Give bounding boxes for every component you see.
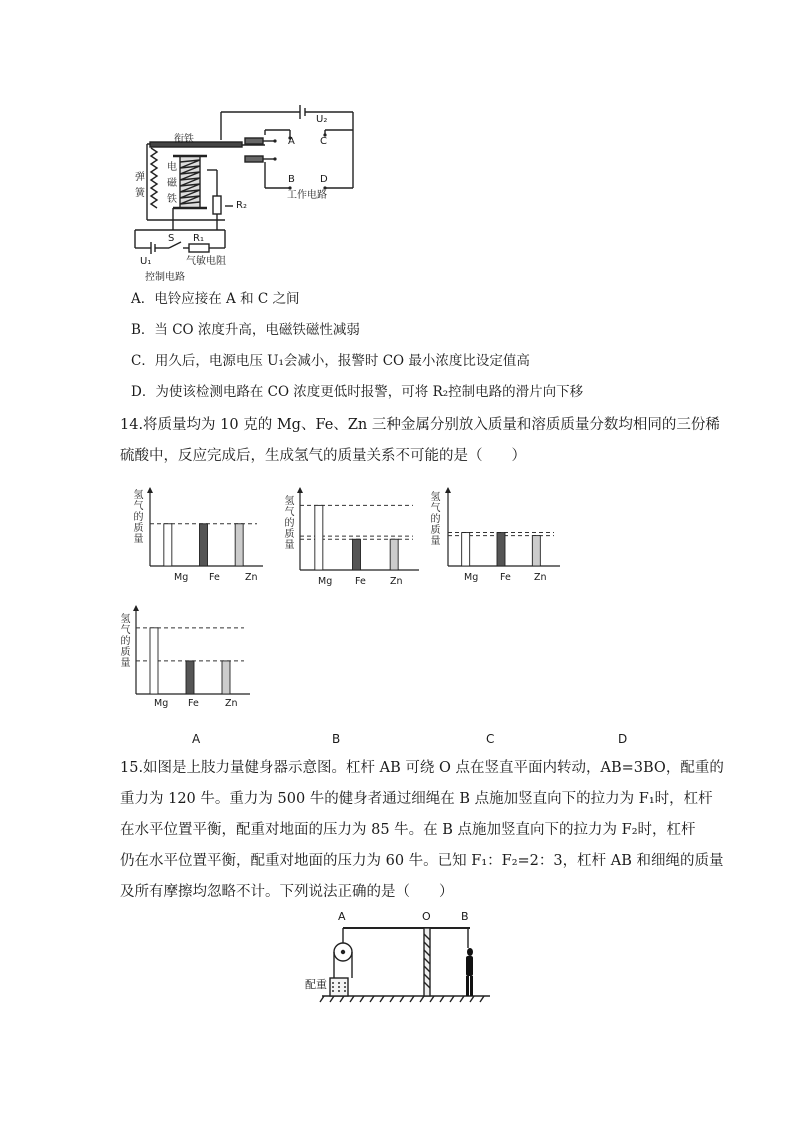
- chart-b-ylabel: 氢气的质量: [284, 496, 295, 551]
- chart-bar-zn: [390, 539, 398, 570]
- chart-d-xtick-fe: Fe: [188, 698, 199, 709]
- chart-a-ylabel: 氢气的质量: [133, 490, 144, 545]
- q13-option-a: A．电铃应接在 A 和 C 之间: [131, 291, 300, 307]
- chart-bar-mg: [150, 628, 158, 694]
- chart-card-a: [122, 484, 267, 584]
- q13-option-c: C．用久后，电源电压 U₁会减小，报警时 CO 最小浓度比设定值高: [131, 353, 530, 369]
- chart-c-ylabel: 氢气的质量: [430, 492, 441, 547]
- chart-card-b: [278, 484, 423, 588]
- chart-bar-zn: [235, 524, 243, 566]
- u1-label: U₁: [140, 256, 152, 267]
- chart-b-xtick-fe: Fe: [355, 576, 366, 587]
- r1-label: R₁: [193, 233, 204, 244]
- q14-line-2: 硫酸中，反应完成后，生成氢气的质量关系不可能的是（ ）: [120, 448, 526, 464]
- chart-bar-mg: [164, 524, 172, 566]
- chart-d-xtick-zn: Zn: [225, 698, 238, 709]
- chart-c-xtick-mg: Mg: [464, 572, 479, 583]
- spring-label-2: 簧: [135, 188, 145, 199]
- q15-line-1: 15.如图是上肢力量健身器示意图。杠杆 AB 可绕 O 点在竖直平面内转动，AB=3BO，配重的: [120, 760, 724, 776]
- r2-label: R₂: [236, 200, 247, 211]
- gas-resistor-label: 气敏电阻: [186, 256, 226, 267]
- chart-bar-zn: [222, 661, 230, 694]
- q14-choice-b: B: [332, 732, 341, 746]
- q14-choice-a: A: [192, 732, 201, 746]
- q14-line-1: 14.将质量均为 10 克的 Mg、Fe、Zn 三种金属分别放入质量和溶质质量分数均相同的三份稀: [120, 417, 720, 433]
- chart-bar-mg: [462, 533, 470, 566]
- electromagnet-label-1: 电: [167, 162, 177, 173]
- chart-bar-fe: [497, 533, 505, 566]
- terminal-b: B: [288, 174, 295, 185]
- chart-bar-fe: [200, 524, 208, 566]
- chart-c: [426, 484, 564, 584]
- chart-a-xtick-fe: Fe: [209, 572, 220, 583]
- q15-line-3: 在水平位置平衡，配重对地面的压力为 85 牛。在 B 点施加竖直向下的拉力为 F₂时，杠杆: [120, 822, 696, 838]
- chart-bar-fe: [186, 661, 194, 694]
- terminal-a: A: [288, 136, 295, 147]
- q15-line-4: 仍在水平位置平衡，配重对地面的压力为 60 牛。已知 F₁：F₂=2：3，杠杆 AB 和细绳的质量: [120, 853, 724, 869]
- chart-d-xtick-mg: Mg: [154, 698, 169, 709]
- chart-b: [278, 484, 423, 588]
- q14-choice-c: C: [486, 732, 495, 746]
- q14-choice-d: D: [618, 732, 628, 746]
- counterweight-label: 配重: [305, 978, 327, 991]
- electromagnet-label-2: 磁: [167, 178, 177, 189]
- chart-bar-fe: [353, 539, 361, 570]
- chart-b-xtick-zn: Zn: [390, 576, 403, 587]
- chart-c-xtick-zn: Zn: [534, 572, 547, 583]
- chart-card-d: [114, 602, 254, 712]
- chart-a-xtick-zn: Zn: [245, 572, 258, 583]
- chart-d-ylabel: 氢气的质量: [120, 614, 131, 669]
- chart-d: [114, 602, 254, 712]
- switch-label: S: [168, 233, 175, 244]
- chart-y-arrow: [147, 487, 153, 493]
- chart-y-arrow: [445, 487, 451, 493]
- spring-label-1: 弹: [135, 172, 145, 183]
- work-circuit-label: 工作电路: [287, 190, 327, 201]
- relay-circuit-diagram: [125, 100, 365, 280]
- chart-y-arrow: [297, 487, 303, 493]
- chart-card-c: [426, 484, 564, 584]
- chart-c-xtick-fe: Fe: [500, 572, 511, 583]
- terminal-d: D: [320, 174, 328, 185]
- q15-line-2: 重力为 120 牛。重力为 500 牛的健身者通过细绳在 B 点施加竖直向下的拉力为 F₁时，杠杆: [120, 791, 713, 807]
- chart-y-arrow: [133, 605, 139, 611]
- q13-option-b: B．当 CO 浓度升高，电磁铁磁性减弱: [131, 322, 360, 338]
- terminal-c: C: [320, 136, 327, 147]
- chart-a-xtick-mg: Mg: [174, 572, 189, 583]
- chart-b-xtick-mg: Mg: [318, 576, 333, 587]
- armature-label: 衔铁: [174, 134, 194, 145]
- electromagnet-label-3: 铁: [167, 194, 177, 205]
- u2-label: U₂: [316, 114, 328, 125]
- chart-bar-mg: [315, 505, 323, 570]
- lever-label-a: A: [338, 910, 346, 923]
- control-circuit-label: 控制电路: [145, 272, 185, 283]
- lever-label-o: O: [422, 910, 431, 923]
- q15-line-5: 及所有摩擦均忽略不计。下列说法正确的是（ ）: [120, 884, 454, 900]
- lever-label-b: B: [461, 910, 469, 923]
- chart-bar-zn: [532, 536, 540, 566]
- q13-option-d: D．为使该检测电路在 CO 浓度更低时报警，可将 R₂控制电路的滑片向下移: [131, 384, 584, 400]
